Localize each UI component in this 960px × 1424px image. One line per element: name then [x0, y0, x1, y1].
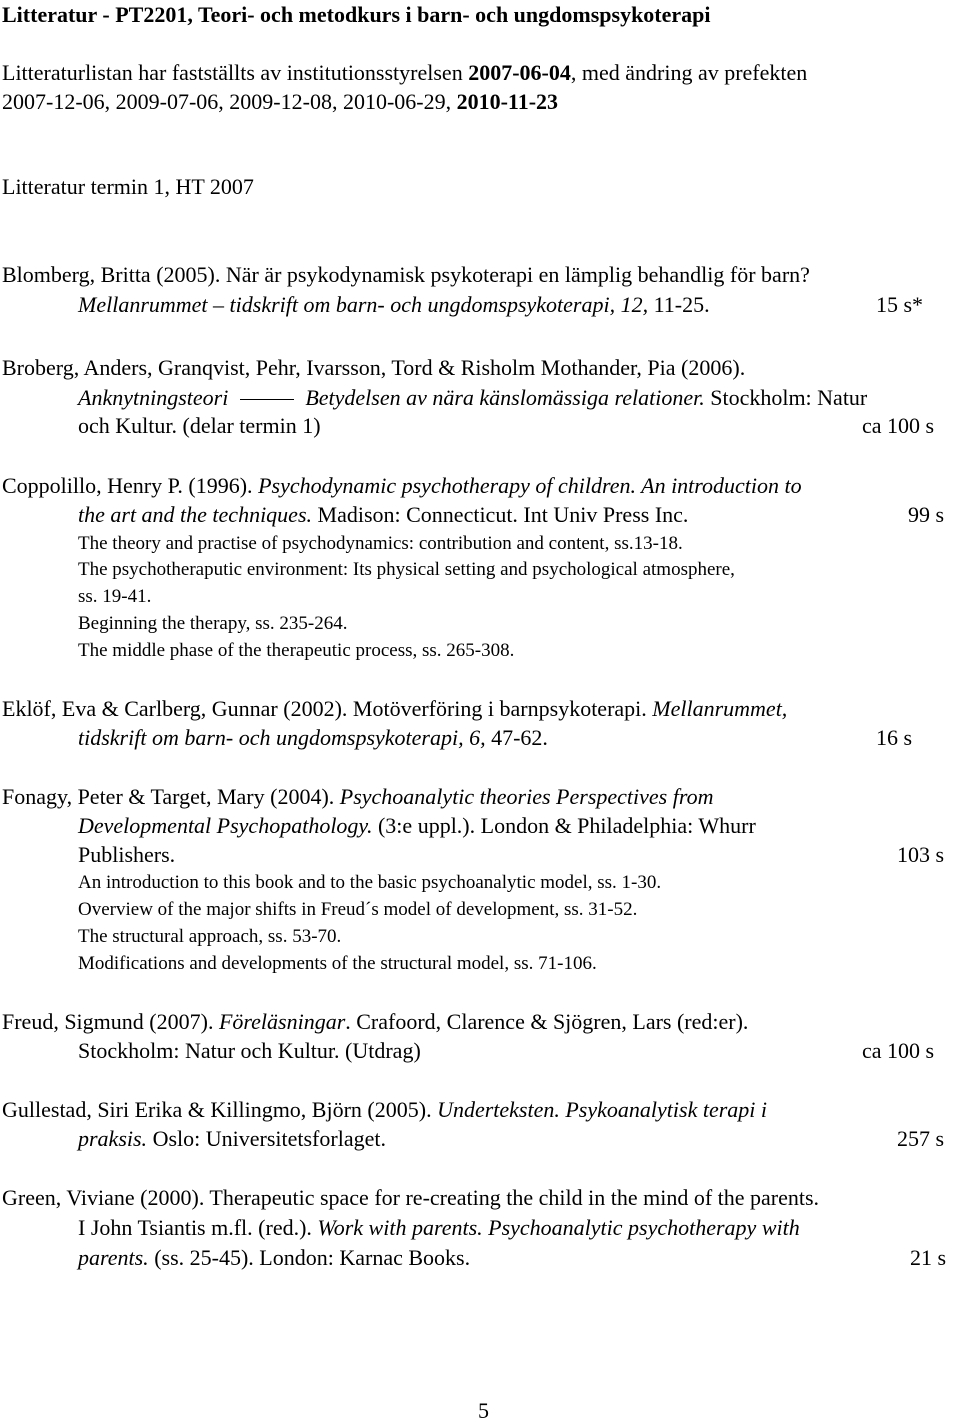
chapter-line: The middle phase of the therapeutic process, ss. 265-308.: [78, 640, 515, 661]
editors: I John Tsiantis m.fl. (red.).: [78, 1215, 318, 1240]
editors: . Crafoord, Clarence & Sjögren, Lars (red:er).: [345, 1009, 749, 1034]
author-title: Eklöf, Eva & Carlberg, Gunnar (2002). Motöverföring i barnpsykoterapi.: [2, 696, 653, 721]
intro-date-bold: 2007-06-04: [468, 60, 571, 85]
intro-text: Litteraturlistan har fastställts av institutionsstyrelsen: [2, 60, 469, 85]
book-title: the art and the techniques.: [78, 502, 313, 527]
author-year: Coppolillo, Henry P. (1996).: [2, 473, 259, 498]
entry-fonagy-line-1: [2, 784, 713, 810]
chapter-line: Modifications and developments of the structural model, ss. 71-106.: [78, 953, 597, 974]
document-title: Litteratur - PT2201, Teori- och metodkurs i barn- och ungdomspsykoterapi: [2, 2, 711, 27]
intro-date-bold: 2010-11-23: [456, 89, 559, 114]
book-title: Work with parents. Psychoanalytic psychotherapy with: [317, 1215, 800, 1240]
entry-green-line-1: Green, Viviane (2000). Therapeutic space for re-creating the child in the mind of the parents.: [2, 1185, 820, 1210]
entry-fonagy-pages: 103 s: [897, 842, 945, 867]
entry-green-line-2: [78, 1215, 800, 1241]
chapter-line: Beginning the therapy, ss. 235-264.: [78, 613, 348, 634]
intro-line-1: [2, 60, 807, 86]
entry-gullestad-line-1: [2, 1097, 767, 1123]
entry-broberg-line-2: [78, 385, 867, 411]
intro-line-2: [2, 89, 558, 115]
entry-broberg-line-3: och Kultur. (delar termin 1): [78, 413, 321, 438]
entry-coppolillo-line-2: [78, 502, 688, 528]
journal-title: Mellanrummet,: [652, 696, 788, 721]
book-title: praksis.: [78, 1126, 148, 1151]
intro-text: , med ändring av prefekten: [570, 60, 808, 85]
publisher: Stockholm: Natur: [704, 385, 868, 410]
book-title: Föreläsningar: [218, 1009, 346, 1034]
publisher: (3:e uppl.). London & Philadelphia: Whurr: [372, 813, 756, 838]
page-range: 47-62.: [485, 725, 548, 750]
chapter-line: The structural approach, ss. 53-70.: [78, 926, 342, 947]
page-range: 11-25.: [648, 292, 710, 317]
book-title: Psychodynamic psychotherapy of children. An introduction to: [258, 473, 802, 498]
intro-dates: 2007-12-06, 2009-07-06, 2009-12-08, 2010-06-29,: [2, 89, 457, 114]
entry-broberg-pages: ca 100 s: [862, 413, 935, 438]
page-number: 5: [478, 1398, 489, 1423]
chapter-line: The theory and practise of psychodynamics: contribution and content, ss.13-18.: [78, 533, 683, 554]
author-year: Fonagy, Peter & Target, Mary (2004).: [2, 784, 340, 809]
entry-eklof-line-2: [78, 725, 548, 751]
book-title: Developmental Psychopathology.: [78, 813, 373, 838]
chapter-line: The psychotheraputic environment: Its physical setting and psychological atmosphere,: [78, 559, 735, 580]
author-year: Freud, Sigmund (2007).: [2, 1009, 219, 1034]
term-heading: Litteratur termin 1, HT 2007: [2, 174, 254, 199]
book-title: Anknytningsteori: [78, 385, 229, 410]
publisher: Madison: Connecticut. Int Univ Press Inc.: [312, 502, 689, 527]
entry-blomberg-line-2: [78, 292, 710, 318]
book-title: Psychoanalytic theories Perspectives from: [339, 784, 714, 809]
chapter-line: Overview of the major shifts in Freud´s model of development, ss. 31-52.: [78, 899, 638, 920]
journal-title: Mellanrummet – tidskrift om barn- och ungdomspsykoterapi, 12,: [78, 292, 649, 317]
entry-green-line-3: [78, 1245, 470, 1271]
entry-freud-pages: ca 100 s: [862, 1038, 935, 1063]
entry-fonagy-line-2: [78, 813, 756, 839]
journal-title: tidskrift om barn- och ungdomspsykoterapi, 6,: [78, 725, 486, 750]
chapter-line: ss. 19-41.: [78, 586, 152, 607]
entry-freud-line-2: Stockholm: Natur och Kultur. (Utdrag): [78, 1038, 421, 1063]
entry-gullestad-pages: 257 s: [897, 1126, 945, 1151]
book-title: Underteksten. Psykoanalytisk terapi i: [437, 1097, 767, 1122]
entry-broberg-line-1: Broberg, Anders, Granqvist, Pehr, Ivarsson, Tord & Risholm Mothander, Pia (2006).: [2, 355, 746, 380]
entry-green-pages: 21 s: [910, 1245, 947, 1270]
entry-blomberg-line-1: Blomberg, Britta (2005). När är psykodynamisk psykoterapi en lämplig behandlig för barn?: [2, 262, 810, 287]
publisher: (ss. 25-45). London: Karnac Books.: [148, 1245, 471, 1270]
entry-eklof-line-1: [2, 696, 787, 722]
publisher: Oslo: Universitetsforlaget.: [147, 1126, 386, 1151]
entry-freud-line-1: [2, 1009, 748, 1035]
entry-eklof-pages: 16 s: [876, 725, 913, 750]
book-subtitle: Betydelsen av nära känslomässiga relationer.: [305, 385, 705, 410]
entry-blomberg-pages: 15 s*: [876, 292, 924, 317]
chapter-line: An introduction to this book and to the basic psychoanalytic model, ss. 1-30.: [78, 872, 662, 893]
book-title: parents.: [78, 1245, 149, 1270]
entry-coppolillo-pages: 99 s: [908, 502, 945, 527]
author-year: Gullestad, Siri Erika & Killingmo, Björn (2005).: [2, 1097, 438, 1122]
entry-fonagy-line-3: Publishers.: [78, 842, 176, 867]
entry-coppolillo-line-1: [2, 473, 802, 499]
entry-gullestad-line-2: [78, 1126, 386, 1152]
dash-line: [240, 399, 294, 400]
